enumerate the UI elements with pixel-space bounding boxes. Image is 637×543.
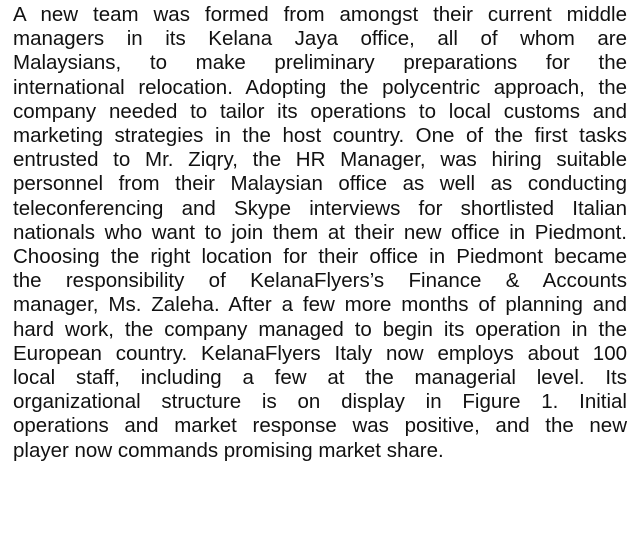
text-line-17: organizational structure is on display in Figure 1. Initial [13,390,627,414]
text-line-1: A new team was formed from amongst their current middle [13,3,627,26]
text-line-7: entrusted to Mr. Ziqry, the HR Manager, was hiring suitable [13,148,627,172]
text-line-12: the responsibility of KelanaFlyers’s Finance & Accounts [13,269,627,293]
text-line-8: personnel from their Malaysian office as well as conducting [13,172,627,196]
text-line-14: hard work, the company managed to begin its operation in the [13,317,627,341]
text-line-5: company needed to tailor its operations to local customs and [13,99,627,123]
text-line-15: European country. KelanaFlyers Italy now employs about 100 [13,341,627,365]
text-line-9: teleconferencing and Skype interviews for shortlisted Italian [13,196,627,220]
text-line-4: international relocation. Adopting the polycentric approach, the [13,75,627,99]
text-line-19: player now commands promising market share. [13,438,444,462]
text-line-6: marketing strategies in the host country. One of the first tasks [13,124,627,148]
text-line-2: managers in its Kelana Jaya office, all of whom are [13,27,627,51]
text-line-11: Choosing the right location for their office in Piedmont became [13,245,627,269]
text-line-16: local staff, including a few at the managerial level. Its [13,366,627,390]
text-line-13: manager, Ms. Zaleha. After a few more months of planning and [13,293,627,317]
text-line-3: Malaysians, to make preliminary preparations for the [13,51,627,75]
body-paragraph [13,3,627,463]
text-line-18: operations and market response was positive, and the new [13,414,627,438]
text-line-10: nationals who want to join them at their new office in Piedmont. [13,220,627,244]
